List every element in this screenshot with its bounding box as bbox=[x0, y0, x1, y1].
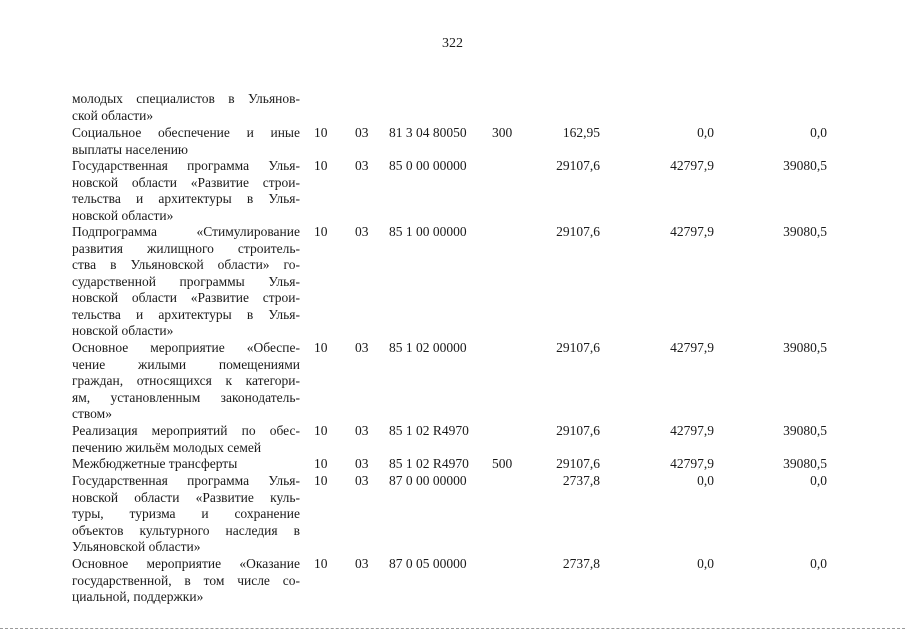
amount-year-3: 0,0 bbox=[810, 125, 827, 140]
amount-year-1: 29107,6 bbox=[556, 340, 600, 355]
subsection-code: 03 bbox=[355, 456, 369, 471]
subsection-code: 03 bbox=[355, 340, 369, 355]
row-name-line: Ульяновской области» bbox=[72, 539, 201, 554]
row-name-line: печению жильём молодых семей bbox=[72, 439, 262, 455]
amount-year-1: 29107,6 bbox=[556, 158, 600, 173]
row-name-line: ской области» bbox=[72, 107, 154, 123]
row-name bbox=[72, 456, 300, 473]
amount-year-2: 0,0 bbox=[697, 473, 714, 488]
amount-year-3: 0,0 bbox=[810, 473, 827, 488]
row-name-line: Основное мероприятие «Обеспе- bbox=[72, 340, 300, 355]
row-name bbox=[72, 158, 300, 224]
subsection-code: 03 bbox=[355, 556, 369, 571]
amount-year-2: 42797,9 bbox=[670, 340, 714, 355]
subsection-code: 03 bbox=[355, 158, 369, 173]
amount-year-1: 29107,6 bbox=[556, 224, 600, 239]
row-name-line: циальной, поддержки» bbox=[72, 589, 204, 604]
amount-year-2: 0,0 bbox=[697, 556, 714, 571]
row-name-line: чение жилыми помещениями bbox=[72, 356, 300, 372]
row-name bbox=[72, 224, 300, 340]
amount-year-2: 42797,9 bbox=[670, 158, 714, 173]
row-name-line: тельства и архитектуры в Улья- bbox=[72, 306, 300, 322]
row-name-line: развития жилищного строитель- bbox=[72, 240, 300, 256]
subsection-code: 03 bbox=[355, 423, 369, 438]
subsection-code: 03 bbox=[355, 473, 369, 488]
amount-year-3: 39080,5 bbox=[783, 423, 827, 438]
amount-year-3: 39080,5 bbox=[783, 456, 827, 471]
row-name-line: Межбюджетные трансферты bbox=[72, 456, 238, 471]
row-name-line: Реализация мероприятий по обес- bbox=[72, 423, 300, 438]
target-article-code: 85 1 00 00000 bbox=[389, 224, 467, 239]
row-name-line: тельства и архитектуры в Улья- bbox=[72, 191, 300, 206]
section-code: 10 bbox=[314, 473, 328, 488]
target-article-code: 85 1 02 R4970 bbox=[389, 423, 469, 438]
amount-year-1: 29107,6 bbox=[556, 423, 600, 438]
row-name-line: объектов культурного наследия в bbox=[72, 522, 300, 538]
expense-type-code: 500 bbox=[492, 456, 513, 471]
row-name-line: новской области» bbox=[72, 207, 174, 223]
row-name-line: сударственной программы Улья- bbox=[72, 273, 300, 289]
row-name-line: выплаты населению bbox=[72, 141, 189, 157]
amount-year-1: 2737,8 bbox=[562, 556, 600, 571]
amount-year-3: 39080,5 bbox=[783, 224, 827, 239]
target-article-code: 85 1 02 00000 bbox=[389, 340, 467, 355]
amount-year-1: 2737,8 bbox=[562, 473, 600, 488]
row-name-line: туры, туризма и сохранение bbox=[72, 506, 300, 521]
target-article-code: 85 0 00 00000 bbox=[389, 158, 467, 173]
row-name-line: новской области «Развитие куль- bbox=[72, 489, 300, 505]
page-number: 322 bbox=[442, 36, 463, 51]
amount-year-2: 0,0 bbox=[697, 125, 714, 140]
row-name-line: граждан, относящихся к категори- bbox=[72, 373, 300, 388]
row-name-line: Социальное обеспечение и иные bbox=[72, 125, 300, 140]
amount-year-2: 42797,9 bbox=[670, 224, 714, 239]
amount-year-3: 39080,5 bbox=[783, 340, 827, 355]
row-name-line: новской области «Развитие строи- bbox=[72, 290, 300, 305]
row-name bbox=[72, 340, 300, 423]
row-name-line: молодых специалистов в Ульянов- bbox=[72, 91, 300, 106]
row-name-line: ства в Ульяновской области» го- bbox=[72, 257, 300, 272]
section-code: 10 bbox=[314, 158, 328, 173]
target-article-code: 87 0 05 00000 bbox=[389, 556, 467, 571]
row-name bbox=[72, 91, 300, 124]
row-name-line: Подпрограмма «Стимулирование bbox=[72, 224, 300, 239]
subsection-code: 03 bbox=[355, 125, 369, 140]
row-name-line: ством» bbox=[72, 406, 112, 421]
section-code: 10 bbox=[314, 556, 328, 571]
subsection-code: 03 bbox=[355, 224, 369, 239]
amount-year-3: 39080,5 bbox=[783, 158, 827, 173]
row-name bbox=[72, 556, 300, 606]
row-name-line: ям, установленным законодатель- bbox=[72, 389, 300, 405]
row-name-line: Основное мероприятие «Оказание bbox=[72, 556, 300, 571]
amount-year-3: 0,0 bbox=[810, 556, 827, 571]
section-code: 10 bbox=[314, 340, 328, 355]
section-code: 10 bbox=[314, 456, 328, 471]
row-name bbox=[72, 125, 300, 158]
target-article-code: 85 1 02 R4970 bbox=[389, 456, 469, 471]
target-article-code: 81 3 04 80050 bbox=[389, 125, 467, 140]
target-article-code: 87 0 00 00000 bbox=[389, 473, 467, 488]
expense-type-code: 300 bbox=[492, 125, 513, 140]
row-name-line: новской области «Развитие строи- bbox=[72, 174, 300, 190]
section-code: 10 bbox=[314, 224, 328, 239]
row-name bbox=[72, 473, 300, 556]
row-name-line: новской области» bbox=[72, 323, 174, 338]
section-code: 10 bbox=[314, 125, 328, 140]
row-name-line: государственной, в том числе со- bbox=[72, 572, 300, 588]
row-name-line: Государственная программа Улья- bbox=[72, 473, 300, 488]
row-name bbox=[72, 423, 300, 456]
amount-year-1: 162,95 bbox=[562, 125, 600, 140]
page-bottom-rule bbox=[0, 628, 905, 629]
row-name-line: Государственная программа Улья- bbox=[72, 158, 300, 173]
amount-year-1: 29107,6 bbox=[556, 456, 600, 471]
section-code: 10 bbox=[314, 423, 328, 438]
amount-year-2: 42797,9 bbox=[670, 423, 714, 438]
amount-year-2: 42797,9 bbox=[670, 456, 714, 471]
